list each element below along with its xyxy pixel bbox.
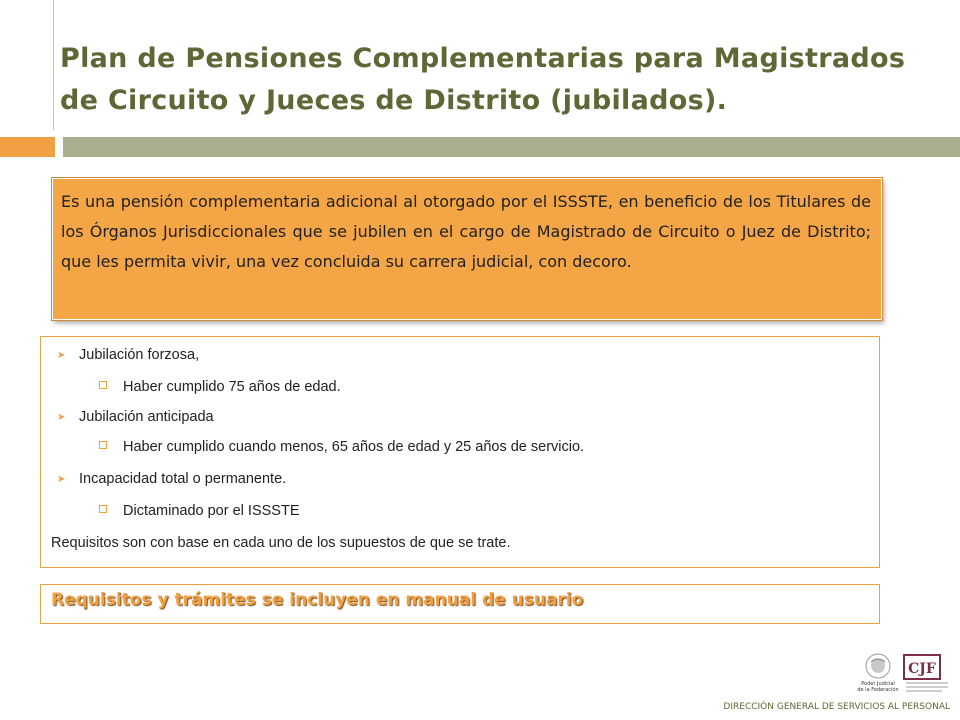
square-bullet-icon [99,441,107,449]
page-title-line-1: Plan de Pensiones Complementarias para Magistrados [60,43,906,74]
list-item [57,469,286,490]
list-subitem [99,377,341,397]
list-subitem-label: Haber cumplido cuando menos, 65 años de edad y 25 años de servicio. [123,439,585,455]
list-subitem [99,501,300,521]
list-item [57,407,214,428]
definition-text: Es una pensión complementaria adicional al otorgado por el ISSSTE, en beneficio de los Titulares de los Órganos Jurisdiccionales que se jubilen en el cargo de Magistrado de Circuito o Juez de Distrito; que les permita vivir, una vez concluida su carrera judicial, con decoro. [61,192,871,271]
list-item-label: Incapacidad total o permanente. [79,471,287,487]
pjf-label-line-2: de la Federación [857,687,899,693]
manual-notice-box [40,584,880,624]
list-item-label: Jubilación forzosa, [79,347,200,363]
pjf-seal-icon [857,654,898,693]
cjf-logo-text: CJF [908,661,936,677]
accent-bar-orange [0,137,55,157]
institution-logos [852,652,952,700]
title-frame-line [53,0,54,130]
page-title-line-2: de Circuito y Jueces de Distrito (jubilados). [60,85,728,116]
square-bullet-icon [99,505,107,513]
square-bullet-icon [99,381,107,389]
list-item-label: Jubilación anticipada [79,409,214,425]
arrow-bullet-icon: ➤ [57,474,66,485]
manual-notice-text: Requisitos y trámites se incluyen en manual de usuario [51,590,584,610]
pjf-label-line-1: Poder Judicial [861,681,895,687]
list-subitem-label: Haber cumplido 75 años de edad. [123,379,341,395]
list-subitem [99,437,584,457]
list-item [57,345,199,366]
footer-text: DIRECCIÓN GENERAL DE SERVICIOS AL PERSONAL [723,702,950,712]
requirements-box [40,336,880,568]
accent-bar-olive [63,137,960,157]
list-subitem-label: Dictaminado por el ISSSTE [123,503,300,519]
definition-callout [52,178,882,320]
page-title [60,38,940,122]
cjf-logo-icon [904,655,948,691]
requirements-note: Requisitos son con base en cada uno de los supuestos de que se trate. [51,535,511,551]
arrow-bullet-icon: ➤ [57,350,66,361]
arrow-bullet-icon: ➤ [57,412,66,423]
